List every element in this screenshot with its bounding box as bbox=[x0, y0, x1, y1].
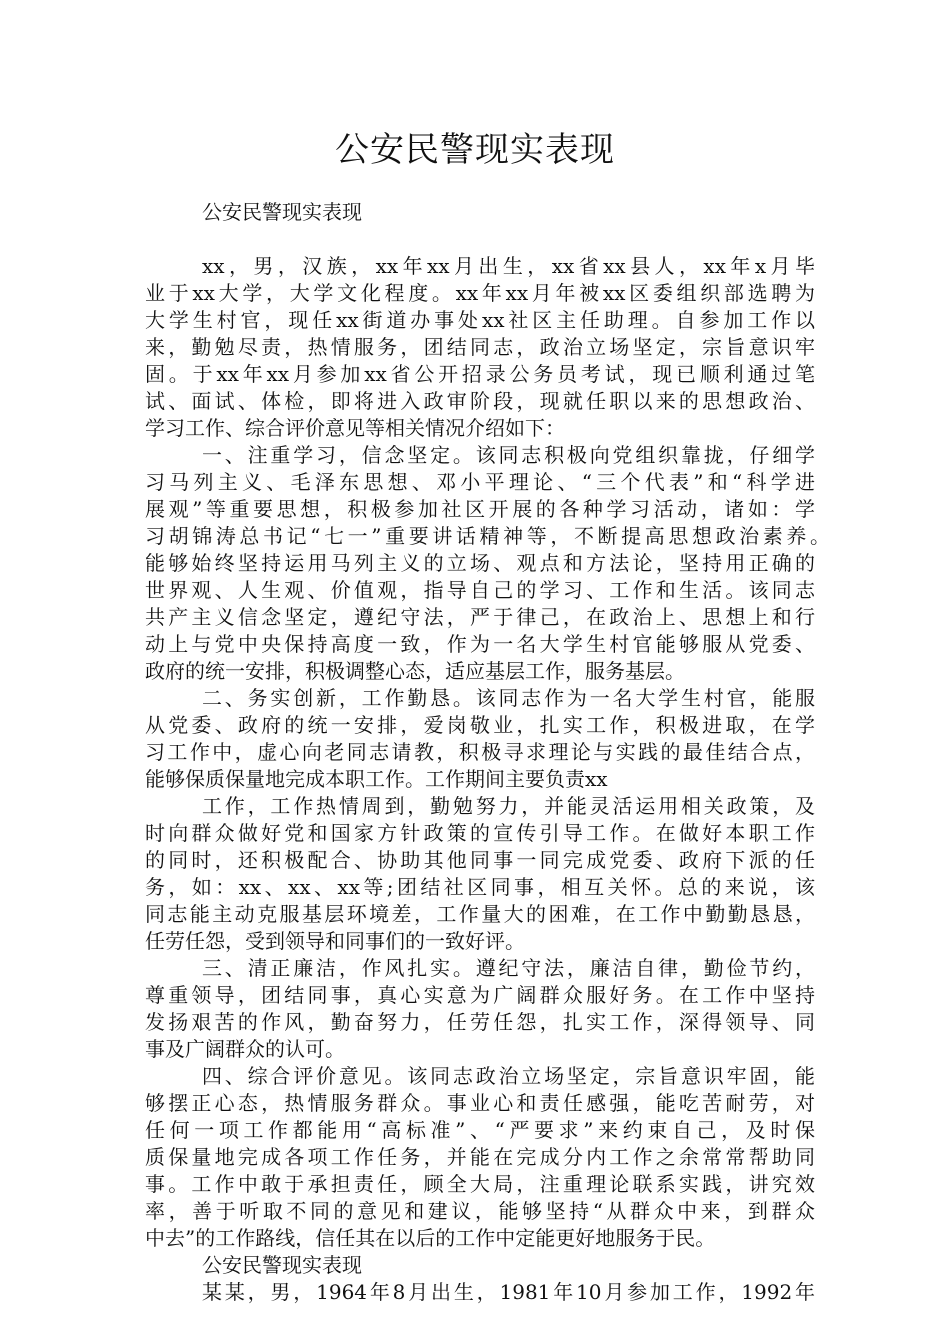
paragraph-line: 事。工作中敢于承担责任，顾全大局，注重理论联系实践，讲究效 bbox=[145, 1172, 815, 1196]
paragraph-line: 从党委、政府的统一安排，爱岗敬业，扎实工作，积极进取，在学 bbox=[145, 713, 815, 737]
paragraph-line: 业于xx大学，大学文化程度。xx年xx月年被xx区委组织部选聘为 bbox=[145, 281, 815, 305]
paragraph-line: 够摆正心态，热情服务群众。事业心和责任感强，能吃苦耐劳，对 bbox=[145, 1091, 815, 1115]
paragraph-line: 世界观、人生观、价值观，指导自己的学习、工作和生活。该同志 bbox=[145, 578, 815, 602]
paragraph-line: 的同时，还积极配合、协助其他同事一同完成党委、政府下派的任 bbox=[145, 848, 815, 872]
paragraph-line: 工作，工作热情周到，勤勉努力，并能灵活运用相关政策，及 bbox=[202, 794, 815, 818]
paragraph-line: 事及广阔群众的认可。 bbox=[145, 1037, 345, 1061]
paragraph-line: 习马列主义、毛泽东思想、邓小平理论、“三个代表”和“科学进 bbox=[145, 470, 815, 494]
paragraph-line: 学习工作、综合评价意见等相关情况介绍如下： bbox=[145, 416, 565, 440]
paragraph-line: 展观”等重要思想，积极参加社区开展的各种学习活动，诸如：学 bbox=[145, 497, 815, 521]
paragraph-line: 动上与党中央保持高度一致，作为一名大学生村官能够服从党委、 bbox=[145, 632, 815, 656]
paragraph-line: 率，善于听取不同的意见和建议，能够坚持“从群众中来，到群众 bbox=[145, 1199, 815, 1223]
document-title: 公安民警现实表现 bbox=[335, 130, 615, 170]
paragraph-line: 能够保质保量地完成本职工作。工作期间主要负责xx bbox=[145, 767, 608, 791]
paragraph-line: 习胡锦涛总书记“七一”重要讲话精神等，不断提高思想政治素养。 bbox=[145, 524, 830, 548]
paragraph-line: 试、面试、体检，即将进入政审阶段，现就任职以来的思想政治、 bbox=[145, 389, 815, 413]
paragraph-line: 任何一项工作都能用“高标准”、“严要求”来约束自己，及时保 bbox=[145, 1118, 815, 1142]
paragraph-line: 二、务实创新，工作勤恳。该同志作为一名大学生村官，能服 bbox=[202, 686, 815, 710]
paragraph-line: 一、注重学习，信念坚定。该同志积极向党组织靠拢，仔细学 bbox=[202, 443, 815, 467]
paragraph-line: 三、清正廉洁，作风扎实。遵纪守法，廉洁自律，勤俭节约， bbox=[202, 956, 815, 980]
paragraph-line: 大学生村官，现任xx街道办事处xx社区主任助理。自参加工作以 bbox=[145, 308, 815, 332]
paragraph-line: 四、综合评价意见。该同志政治立场坚定，宗旨意识牢固，能 bbox=[202, 1064, 815, 1088]
paragraph-line: 质保量地完成各项工作任务，并能在完成分内工作之余常常帮助同 bbox=[145, 1145, 815, 1169]
paragraph-line: 时向群众做好党和国家方针政策的宣传引导工作。在做好本职工作 bbox=[145, 821, 815, 845]
paragraph-line: 务，如：xx、xx、xx等;团结社区同事，相互关怀。总的来说，该 bbox=[145, 875, 815, 899]
section-heading: 公安民警现实表现 bbox=[202, 1253, 362, 1277]
paragraph-line: 习工作中，虚心向老同志请教，积极寻求理论与实践的最佳结合点， bbox=[145, 740, 815, 764]
document-subtitle: 公安民警现实表现 bbox=[202, 200, 362, 224]
paragraph-line: 共产主义信念坚定，遵纪守法，严于律己，在政治上、思想上和行 bbox=[145, 605, 815, 629]
paragraph-line: 某某，男，1964年8月出生，1981年10月参加工作，1992年 bbox=[202, 1280, 815, 1304]
paragraph-line: 发扬艰苦的作风，勤奋努力，任劳任怨，扎实工作，深得领导、同 bbox=[145, 1010, 815, 1034]
paragraph-line: 任劳任怨，受到领导和同事们的一致好评。 bbox=[145, 929, 525, 953]
paragraph-line: 固。于xx年xx月参加xx省公开招录公务员考试，现已顺利通过笔 bbox=[145, 362, 815, 386]
paragraph-line: 中去”的工作路线，信任其在以后的工作中定能更好地服务于民。 bbox=[145, 1226, 716, 1250]
paragraph-line: 能够始终坚持运用马列主义的立场、观点和方法论，坚持用正确的 bbox=[145, 551, 815, 575]
paragraph-line: 来，勤勉尽责，热情服务，团结同志，政治立场坚定，宗旨意识牢 bbox=[145, 335, 815, 359]
paragraph-line: 尊重领导，团结同事，真心实意为广阔群众服好务。在工作中坚持 bbox=[145, 983, 815, 1007]
paragraph-line: 同志能主动克服基层环境差，工作量大的困难，在工作中勤勤恳恳， bbox=[145, 902, 815, 926]
paragraph-line: 政府的统一安排，积极调整心态，适应基层工作，服务基层。 bbox=[145, 659, 685, 683]
paragraph-line: xx，男，汉族，xx年xx月出生，xx省xx县人，xx年x月毕 bbox=[202, 254, 815, 278]
